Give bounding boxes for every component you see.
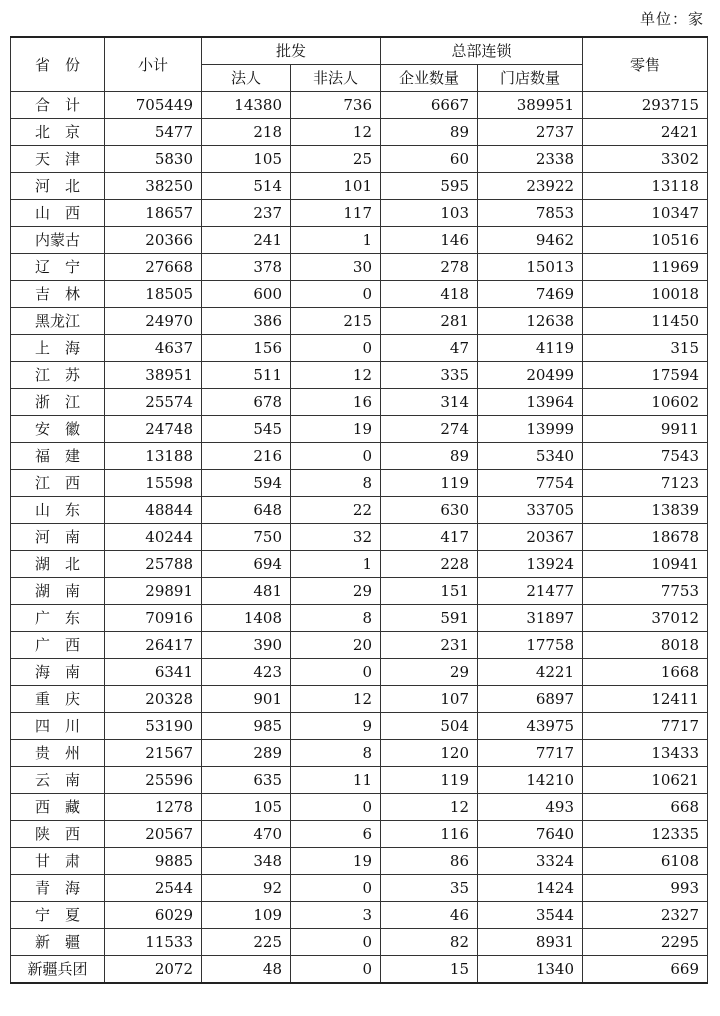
- cell-subtotal: 9885: [105, 848, 202, 875]
- cell-non-legal: 117: [291, 200, 381, 227]
- cell-province: 宁 夏: [11, 902, 105, 929]
- cell-enterprises: 595: [381, 173, 478, 200]
- cell-enterprises: 103: [381, 200, 478, 227]
- cell-stores: 21477: [478, 578, 583, 605]
- cell-stores: 4119: [478, 335, 583, 362]
- cell-non-legal: 0: [291, 929, 381, 956]
- cell-enterprises: 630: [381, 497, 478, 524]
- cell-non-legal: 8: [291, 605, 381, 632]
- cell-non-legal: 9: [291, 713, 381, 740]
- cell-enterprises: 591: [381, 605, 478, 632]
- cell-legal: 694: [202, 551, 291, 578]
- table-row: [11, 659, 708, 686]
- cell-enterprises: 116: [381, 821, 478, 848]
- cell-legal: 678: [202, 389, 291, 416]
- cell-stores: 14210: [478, 767, 583, 794]
- cell-retail: 10941: [583, 551, 708, 578]
- cell-subtotal: 25574: [105, 389, 202, 416]
- cell-enterprises: 504: [381, 713, 478, 740]
- cell-retail: 10621: [583, 767, 708, 794]
- cell-province: 山 西: [11, 200, 105, 227]
- cell-legal: 481: [202, 578, 291, 605]
- header-wholesale: 批发: [202, 37, 381, 65]
- cell-enterprises: 86: [381, 848, 478, 875]
- table-body: [11, 92, 708, 984]
- cell-subtotal: 25596: [105, 767, 202, 794]
- cell-retail: 668: [583, 794, 708, 821]
- cell-subtotal: 38250: [105, 173, 202, 200]
- cell-non-legal: 6: [291, 821, 381, 848]
- cell-retail: 2295: [583, 929, 708, 956]
- cell-subtotal: 5830: [105, 146, 202, 173]
- cell-legal: 600: [202, 281, 291, 308]
- cell-subtotal: 15598: [105, 470, 202, 497]
- cell-stores: 7640: [478, 821, 583, 848]
- header-legal: 法人: [202, 65, 291, 92]
- cell-stores: 17758: [478, 632, 583, 659]
- cell-legal: 635: [202, 767, 291, 794]
- cell-province: 广 东: [11, 605, 105, 632]
- cell-legal: 225: [202, 929, 291, 956]
- cell-enterprises: 314: [381, 389, 478, 416]
- cell-legal: 348: [202, 848, 291, 875]
- cell-province: 重 庆: [11, 686, 105, 713]
- cell-retail: 10347: [583, 200, 708, 227]
- cell-non-legal: 0: [291, 794, 381, 821]
- cell-retail: 2327: [583, 902, 708, 929]
- table-row: [11, 686, 708, 713]
- table-row: [11, 902, 708, 929]
- cell-retail: 13839: [583, 497, 708, 524]
- cell-subtotal: 13188: [105, 443, 202, 470]
- cell-legal: 750: [202, 524, 291, 551]
- cell-enterprises: 46: [381, 902, 478, 929]
- cell-non-legal: 736: [291, 92, 381, 119]
- cell-legal: 109: [202, 902, 291, 929]
- cell-stores: 13964: [478, 389, 583, 416]
- cell-retail: 7543: [583, 443, 708, 470]
- cell-subtotal: 18657: [105, 200, 202, 227]
- cell-retail: 18678: [583, 524, 708, 551]
- cell-province: 贵 州: [11, 740, 105, 767]
- cell-non-legal: 0: [291, 659, 381, 686]
- cell-subtotal: 24970: [105, 308, 202, 335]
- cell-non-legal: 19: [291, 416, 381, 443]
- table-row: [11, 416, 708, 443]
- cell-retail: 7717: [583, 713, 708, 740]
- cell-subtotal: 6341: [105, 659, 202, 686]
- cell-subtotal: 40244: [105, 524, 202, 551]
- cell-retail: 17594: [583, 362, 708, 389]
- cell-province: 北 京: [11, 119, 105, 146]
- cell-retail: 669: [583, 956, 708, 984]
- cell-subtotal: 1278: [105, 794, 202, 821]
- cell-subtotal: 70916: [105, 605, 202, 632]
- province-statistics-table: [10, 36, 708, 984]
- cell-enterprises: 119: [381, 470, 478, 497]
- table-row: [11, 254, 708, 281]
- cell-province: 广 西: [11, 632, 105, 659]
- cell-enterprises: 29: [381, 659, 478, 686]
- table-row: [11, 848, 708, 875]
- cell-retail: 12335: [583, 821, 708, 848]
- cell-province: 吉 林: [11, 281, 105, 308]
- cell-subtotal: 24748: [105, 416, 202, 443]
- cell-retail: 10602: [583, 389, 708, 416]
- cell-subtotal: 2544: [105, 875, 202, 902]
- cell-legal: 14380: [202, 92, 291, 119]
- cell-enterprises: 12: [381, 794, 478, 821]
- cell-stores: 1340: [478, 956, 583, 984]
- cell-enterprises: 47: [381, 335, 478, 362]
- cell-retail: 13118: [583, 173, 708, 200]
- table-row: [11, 335, 708, 362]
- cell-legal: 386: [202, 308, 291, 335]
- cell-legal: 216: [202, 443, 291, 470]
- cell-retail: 10018: [583, 281, 708, 308]
- cell-enterprises: 107: [381, 686, 478, 713]
- cell-non-legal: 22: [291, 497, 381, 524]
- header-enterprises: 企业数量: [381, 65, 478, 92]
- cell-retail: 7753: [583, 578, 708, 605]
- cell-non-legal: 1: [291, 551, 381, 578]
- cell-province: 海 南: [11, 659, 105, 686]
- cell-non-legal: 12: [291, 362, 381, 389]
- cell-legal: 105: [202, 794, 291, 821]
- cell-legal: 390: [202, 632, 291, 659]
- cell-subtotal: 705449: [105, 92, 202, 119]
- table-row: [11, 551, 708, 578]
- cell-subtotal: 20366: [105, 227, 202, 254]
- cell-legal: 470: [202, 821, 291, 848]
- cell-stores: 493: [478, 794, 583, 821]
- cell-subtotal: 29891: [105, 578, 202, 605]
- cell-non-legal: 3: [291, 902, 381, 929]
- cell-enterprises: 417: [381, 524, 478, 551]
- table-row: [11, 146, 708, 173]
- cell-subtotal: 20328: [105, 686, 202, 713]
- cell-legal: 545: [202, 416, 291, 443]
- table-row: [11, 389, 708, 416]
- cell-stores: 9462: [478, 227, 583, 254]
- table-row: [11, 308, 708, 335]
- cell-enterprises: 89: [381, 443, 478, 470]
- cell-enterprises: 89: [381, 119, 478, 146]
- cell-province: 安 徽: [11, 416, 105, 443]
- cell-retail: 11969: [583, 254, 708, 281]
- cell-subtotal: 11533: [105, 929, 202, 956]
- table-row: [11, 578, 708, 605]
- cell-legal: 1408: [202, 605, 291, 632]
- cell-stores: 20499: [478, 362, 583, 389]
- cell-legal: 511: [202, 362, 291, 389]
- cell-province: 福 建: [11, 443, 105, 470]
- cell-stores: 8931: [478, 929, 583, 956]
- cell-province: 河 北: [11, 173, 105, 200]
- cell-enterprises: 281: [381, 308, 478, 335]
- cell-stores: 33705: [478, 497, 583, 524]
- cell-retail: 6108: [583, 848, 708, 875]
- table-row: [11, 200, 708, 227]
- cell-enterprises: 60: [381, 146, 478, 173]
- header-stores: 门店数量: [478, 65, 583, 92]
- table-row: [11, 173, 708, 200]
- cell-subtotal: 27668: [105, 254, 202, 281]
- cell-enterprises: 119: [381, 767, 478, 794]
- cell-province: 河 南: [11, 524, 105, 551]
- cell-retail: 11450: [583, 308, 708, 335]
- cell-subtotal: 48844: [105, 497, 202, 524]
- cell-retail: 2421: [583, 119, 708, 146]
- cell-stores: 13999: [478, 416, 583, 443]
- cell-stores: 5340: [478, 443, 583, 470]
- cell-province: 甘 肃: [11, 848, 105, 875]
- cell-enterprises: 15: [381, 956, 478, 984]
- cell-enterprises: 6667: [381, 92, 478, 119]
- table-row: [11, 929, 708, 956]
- cell-province: 陕 西: [11, 821, 105, 848]
- cell-enterprises: 418: [381, 281, 478, 308]
- cell-stores: 2737: [478, 119, 583, 146]
- cell-retail: 37012: [583, 605, 708, 632]
- cell-retail: 13433: [583, 740, 708, 767]
- cell-retail: 293715: [583, 92, 708, 119]
- cell-stores: 7754: [478, 470, 583, 497]
- header-non-legal: 非法人: [291, 65, 381, 92]
- cell-retail: 3302: [583, 146, 708, 173]
- cell-non-legal: 16: [291, 389, 381, 416]
- cell-legal: 237: [202, 200, 291, 227]
- table-row: [11, 767, 708, 794]
- cell-legal: 156: [202, 335, 291, 362]
- table-row: [11, 713, 708, 740]
- cell-non-legal: 19: [291, 848, 381, 875]
- cell-non-legal: 8: [291, 470, 381, 497]
- cell-subtotal: 5477: [105, 119, 202, 146]
- cell-province: 新疆兵团: [11, 956, 105, 984]
- cell-subtotal: 26417: [105, 632, 202, 659]
- cell-stores: 1424: [478, 875, 583, 902]
- cell-stores: 20367: [478, 524, 583, 551]
- cell-enterprises: 335: [381, 362, 478, 389]
- cell-retail: 993: [583, 875, 708, 902]
- cell-subtotal: 25788: [105, 551, 202, 578]
- cell-non-legal: 29: [291, 578, 381, 605]
- cell-subtotal: 38951: [105, 362, 202, 389]
- cell-province: 云 南: [11, 767, 105, 794]
- table-row: [11, 524, 708, 551]
- cell-subtotal: 4637: [105, 335, 202, 362]
- cell-stores: 13924: [478, 551, 583, 578]
- cell-retail: 8018: [583, 632, 708, 659]
- cell-non-legal: 11: [291, 767, 381, 794]
- cell-legal: 241: [202, 227, 291, 254]
- table-row: [11, 497, 708, 524]
- cell-legal: 594: [202, 470, 291, 497]
- cell-subtotal: 20567: [105, 821, 202, 848]
- cell-stores: 7469: [478, 281, 583, 308]
- cell-legal: 901: [202, 686, 291, 713]
- cell-enterprises: 274: [381, 416, 478, 443]
- cell-subtotal: 53190: [105, 713, 202, 740]
- cell-stores: 23922: [478, 173, 583, 200]
- cell-non-legal: 0: [291, 956, 381, 984]
- cell-enterprises: 120: [381, 740, 478, 767]
- cell-enterprises: 151: [381, 578, 478, 605]
- cell-enterprises: 35: [381, 875, 478, 902]
- header-subtotal: 小计: [105, 37, 202, 92]
- cell-legal: 48: [202, 956, 291, 984]
- cell-legal: 514: [202, 173, 291, 200]
- cell-province: 山 东: [11, 497, 105, 524]
- table-row: [11, 470, 708, 497]
- cell-non-legal: 101: [291, 173, 381, 200]
- cell-legal: 105: [202, 146, 291, 173]
- table-row: [11, 443, 708, 470]
- cell-stores: 7717: [478, 740, 583, 767]
- table-row: [11, 875, 708, 902]
- header-retail: 零售: [583, 37, 708, 92]
- cell-enterprises: 146: [381, 227, 478, 254]
- cell-province: 浙 江: [11, 389, 105, 416]
- cell-province: 上 海: [11, 335, 105, 362]
- table-row: [11, 92, 708, 119]
- cell-province: 西 藏: [11, 794, 105, 821]
- cell-province: 湖 南: [11, 578, 105, 605]
- cell-non-legal: 0: [291, 443, 381, 470]
- cell-retail: 315: [583, 335, 708, 362]
- cell-non-legal: 30: [291, 254, 381, 281]
- cell-province: 江 苏: [11, 362, 105, 389]
- cell-subtotal: 6029: [105, 902, 202, 929]
- unit-label: 单位：家: [639, 10, 704, 28]
- cell-stores: 43975: [478, 713, 583, 740]
- header-hq-chain: 总部连锁: [381, 37, 583, 65]
- cell-enterprises: 231: [381, 632, 478, 659]
- table-row: [11, 956, 708, 984]
- cell-retail: 10516: [583, 227, 708, 254]
- cell-province: 黑龙江: [11, 308, 105, 335]
- cell-province: 天 津: [11, 146, 105, 173]
- cell-legal: 378: [202, 254, 291, 281]
- cell-legal: 289: [202, 740, 291, 767]
- cell-non-legal: 25: [291, 146, 381, 173]
- cell-stores: 7853: [478, 200, 583, 227]
- cell-province: 湖 北: [11, 551, 105, 578]
- cell-enterprises: 278: [381, 254, 478, 281]
- cell-non-legal: 1: [291, 227, 381, 254]
- cell-retail: 7123: [583, 470, 708, 497]
- cell-subtotal: 18505: [105, 281, 202, 308]
- cell-province: 四 川: [11, 713, 105, 740]
- cell-stores: 4221: [478, 659, 583, 686]
- cell-non-legal: 215: [291, 308, 381, 335]
- table-row: [11, 740, 708, 767]
- cell-non-legal: 32: [291, 524, 381, 551]
- cell-retail: 12411: [583, 686, 708, 713]
- table-row: [11, 281, 708, 308]
- cell-province: 青 海: [11, 875, 105, 902]
- table-row: [11, 227, 708, 254]
- cell-legal: 423: [202, 659, 291, 686]
- cell-province: 江 西: [11, 470, 105, 497]
- cell-subtotal: 21567: [105, 740, 202, 767]
- table-row: [11, 632, 708, 659]
- cell-stores: 6897: [478, 686, 583, 713]
- cell-province: 新 疆: [11, 929, 105, 956]
- cell-non-legal: 8: [291, 740, 381, 767]
- cell-stores: 31897: [478, 605, 583, 632]
- table-row: [11, 821, 708, 848]
- cell-province: 辽 宁: [11, 254, 105, 281]
- cell-stores: 3324: [478, 848, 583, 875]
- table-row: [11, 119, 708, 146]
- cell-non-legal: 0: [291, 875, 381, 902]
- cell-stores: 15013: [478, 254, 583, 281]
- cell-province: 内蒙古: [11, 227, 105, 254]
- cell-non-legal: 0: [291, 281, 381, 308]
- table-row: [11, 794, 708, 821]
- cell-stores: 389951: [478, 92, 583, 119]
- cell-stores: 12638: [478, 308, 583, 335]
- table-row: [11, 362, 708, 389]
- cell-retail: 1668: [583, 659, 708, 686]
- cell-enterprises: 228: [381, 551, 478, 578]
- cell-enterprises: 82: [381, 929, 478, 956]
- cell-legal: 218: [202, 119, 291, 146]
- cell-retail: 9911: [583, 416, 708, 443]
- cell-stores: 3544: [478, 902, 583, 929]
- cell-non-legal: 0: [291, 335, 381, 362]
- cell-subtotal: 2072: [105, 956, 202, 984]
- header-province: 省 份: [11, 37, 105, 92]
- cell-non-legal: 12: [291, 686, 381, 713]
- cell-non-legal: 12: [291, 119, 381, 146]
- cell-legal: 985: [202, 713, 291, 740]
- cell-legal: 648: [202, 497, 291, 524]
- cell-province: 合 计: [11, 92, 105, 119]
- cell-non-legal: 20: [291, 632, 381, 659]
- table-row: [11, 605, 708, 632]
- cell-stores: 2338: [478, 146, 583, 173]
- cell-legal: 92: [202, 875, 291, 902]
